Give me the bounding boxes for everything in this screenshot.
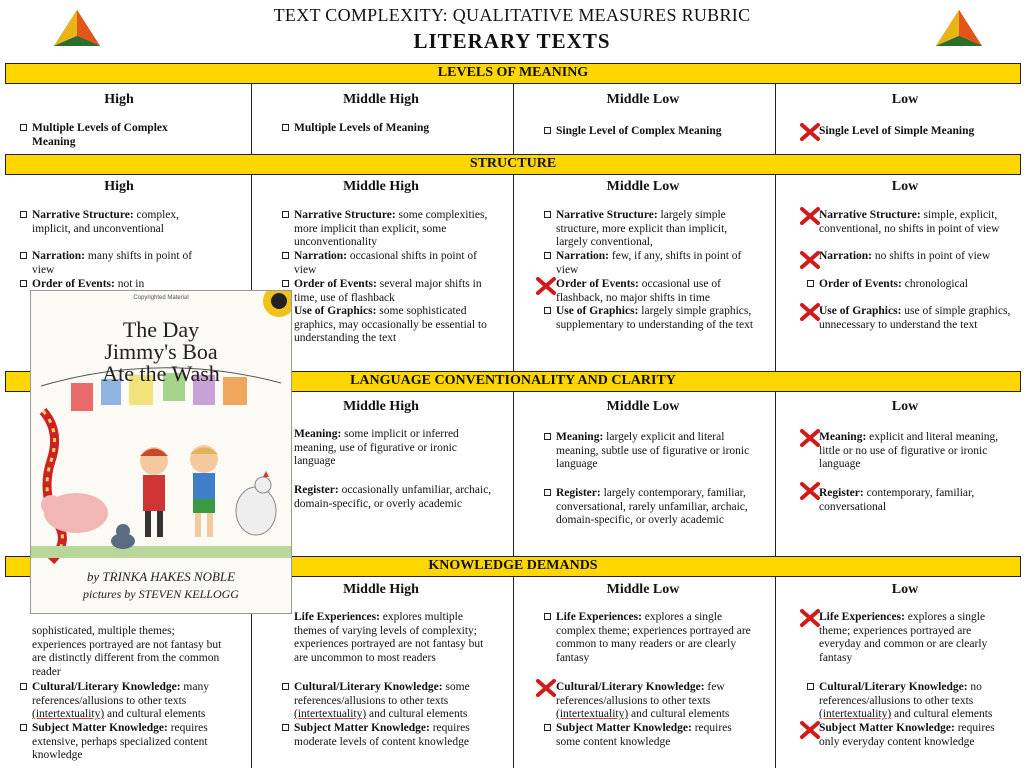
section-band-structure: STRUCTURE: [5, 154, 1021, 175]
rubric-title: TEXT COMPLEXITY: QUALITATIVE MEASURES RUBRIC: [273, 5, 751, 25]
checkbox-icon: [544, 127, 551, 134]
checkbox-icon: [20, 683, 27, 690]
book-author: by TRINKA HAKES NOBLE: [86, 569, 236, 584]
rubric-item: Cultural/Literary Knowledge: no references/allusions to other texts (intertextuality) and cultural elements: [819, 681, 1014, 722]
checkbox-icon: [282, 211, 289, 218]
column-header-middle-low: Middle Low: [606, 92, 680, 107]
column-header-middle-low: Middle Low: [606, 582, 680, 597]
column-header-middle-high: Middle High: [343, 92, 419, 107]
column-header-low: Low: [891, 179, 919, 194]
rubric-item: Single Level of Complex Meaning: [556, 125, 766, 139]
rubric-item: Meaning: largely explicit and literal meaning, subtle use of figurative or ironic language: [556, 431, 756, 472]
column-header-low: Low: [891, 92, 919, 107]
red-x-mark-icon: [799, 481, 821, 501]
rubric-item: Narration: occasional shifts in point of view: [294, 250, 494, 277]
rubric-item: Narrative Structure: some complexities, more implicit than explicit, some unconventionality: [294, 209, 494, 250]
rubric-item: Subject Matter Knowledge: requires moderate levels of content knowledge: [294, 722, 494, 749]
rubric-item: Register: largely contemporary, familiar, conversational, rarely unfamiliar, archaic, domain-specific, or overly academic: [556, 487, 756, 528]
rubric-item: Narrative Structure: largely simple structure, more explicit than implicit, largely conventional,: [556, 209, 761, 250]
column-header-middle-low: Middle Low: [606, 399, 680, 414]
checkbox-icon: [807, 280, 814, 287]
section-band-meaning: LEVELS OF MEANING: [5, 63, 1021, 84]
book-copyright-note: Copyrighted Material: [133, 295, 189, 301]
red-x-mark-icon: [799, 122, 821, 142]
checkbox-icon: [807, 683, 814, 690]
checkbox-icon: [20, 252, 27, 259]
rubric-item: Narration: few, if any, shifts in point of view: [556, 250, 761, 277]
column-header-high: High: [104, 92, 134, 107]
rubric-item: Cultural/Literary Knowledge: some references/allusions to other texts (intertextuality) and cultural elements: [294, 681, 494, 722]
checkbox-icon: [20, 724, 27, 731]
book-illustrator: pictures by STEVEN KELLOGG: [83, 587, 239, 601]
rubric-item: Order of Events: several major shifts in time, use of flashback: [294, 278, 494, 305]
checkbox-icon: [544, 433, 551, 440]
rubric-item: Order of Events: occasional use of flashback, no major shifts in time: [556, 278, 721, 304]
column-divider: [513, 84, 514, 154]
checkbox-icon: [20, 280, 27, 287]
rubric-subtitle: LITERARY TEXTS: [413, 29, 611, 53]
red-x-mark-icon: [799, 302, 821, 322]
red-x-mark-icon: [799, 250, 821, 270]
rubric-item: Meaning: some implicit or inferred meaning, use of figurative or ironic language: [294, 428, 459, 468]
rubric-item: Life Experiences: explores a single theme; experiences portrayed are everyday and common or are clearly fantasy: [819, 611, 988, 664]
checkbox-icon: [544, 211, 551, 218]
column-divider: [775, 175, 776, 371]
column-header-low: Low: [891, 582, 919, 597]
column-divider: [775, 392, 776, 556]
checkbox-icon: [544, 489, 551, 496]
column-divider: [775, 84, 776, 154]
checkbox-icon: [282, 280, 289, 287]
rubric-item: Use of Graphics: largely simple graphics, supplementary to understanding of the text: [556, 305, 761, 332]
column-divider: [513, 392, 514, 556]
book-cover-image: [30, 290, 292, 614]
checkbox-icon: [20, 211, 27, 218]
column-header-middle-high: Middle High: [343, 399, 419, 414]
checkbox-icon: [544, 307, 551, 314]
checkbox-icon: [544, 252, 551, 259]
rubric-item: Single Level of Simple Meaning: [819, 125, 975, 137]
red-x-mark-icon: [535, 678, 557, 698]
section-band-knowledge: KNOWLEDGE DEMANDS: [5, 556, 1021, 577]
column-divider: [775, 577, 776, 768]
rubric-item: Cultural/Literary Knowledge: many references/allusions to other texts (intertextuality) and cultural elements: [32, 681, 232, 722]
rubric-item: Order of Events: not in: [32, 278, 212, 292]
checkbox-icon: [282, 683, 289, 690]
rubric-item: Register: contemporary, familiar, conversational: [819, 487, 975, 513]
rubric-item: Narrative Structure: simple, explicit, conventional, no shifts in point of view: [819, 209, 1000, 235]
rubric-item: Use of Graphics: some sophisticated graphics, may occasionally be essential to understanding the text: [294, 305, 494, 346]
column-header-middle-low: Middle Low: [606, 179, 680, 194]
red-x-mark-icon: [535, 276, 557, 296]
rubric-item: Narrative Structure: complex, implicit, and unconventional: [32, 209, 207, 236]
rubric-item: Use of Graphics: use of simple graphics, unnecessary to understand the text: [819, 305, 1011, 331]
rubric-item: Meaning: explicit and literal meaning, little or no use of figurative or ironic language: [819, 431, 999, 471]
column-header-low: Low: [891, 399, 919, 414]
rubric-item: Order of Events: chronological: [819, 278, 1014, 292]
book-title-line: Ate the Wash: [102, 361, 220, 386]
red-x-mark-icon: [799, 206, 821, 226]
red-x-mark-icon: [799, 720, 821, 740]
rubric-item: Multiple Levels of Complex Meaning: [32, 122, 212, 149]
rubric-item: Subject Matter Knowledge: requires extensive, perhaps specialized content knowledge: [32, 722, 232, 763]
rubric-item: Register: occasionally unfamiliar, archaic, domain-specific, or overly academic: [294, 484, 492, 510]
rubric-item: Narration: no shifts in point of view: [819, 250, 991, 262]
rubric-item: Subject Matter Knowledge: requires only everyday content knowledge: [819, 722, 995, 748]
checkbox-icon: [282, 724, 289, 731]
rubric-item: Narration: many shifts in point of view: [32, 250, 212, 277]
rubric-item: Multiple Levels of Meaning: [294, 122, 494, 136]
section-band-language: LANGUAGE CONVENTIONALITY AND CLARITY: [5, 371, 1021, 392]
red-x-mark-icon: [799, 608, 821, 628]
column-header-middle-high: Middle High: [343, 179, 419, 194]
book-title-line: Jimmy's Boa: [104, 339, 218, 364]
book-title-line: The Day: [122, 317, 200, 342]
rubric-item: Life Experiences: explores a single complex theme; experiences portrayed are common to many readers or are clearly fantasy: [556, 611, 756, 665]
rubric-item: Subject Matter Knowledge: requires some content knowledge: [556, 722, 756, 749]
checkbox-icon: [20, 124, 27, 131]
rubric-item: Cultural/Literary Knowledge: few references/allusions to other texts (intertextuality) and cultural elements: [556, 681, 730, 721]
rubric-item: sophisticated, multiple themes; experiences portrayed are not fantasy but are distinctly different from the common reader: [32, 625, 222, 678]
red-x-mark-icon: [799, 428, 821, 448]
column-header-high: High: [104, 179, 134, 194]
column-divider: [513, 175, 514, 371]
column-divider: [251, 84, 252, 154]
checkbox-icon: [282, 124, 289, 131]
checkbox-icon: [544, 724, 551, 731]
column-header-middle-high: Middle High: [343, 582, 419, 597]
checkbox-icon: [282, 252, 289, 259]
rubric-item: Life Experiences: explores multiple themes of varying levels of complexity; experiences portrayed are not fantasy but are uncommon to most readers: [294, 611, 484, 664]
checkbox-icon: [544, 613, 551, 620]
column-divider: [513, 577, 514, 768]
